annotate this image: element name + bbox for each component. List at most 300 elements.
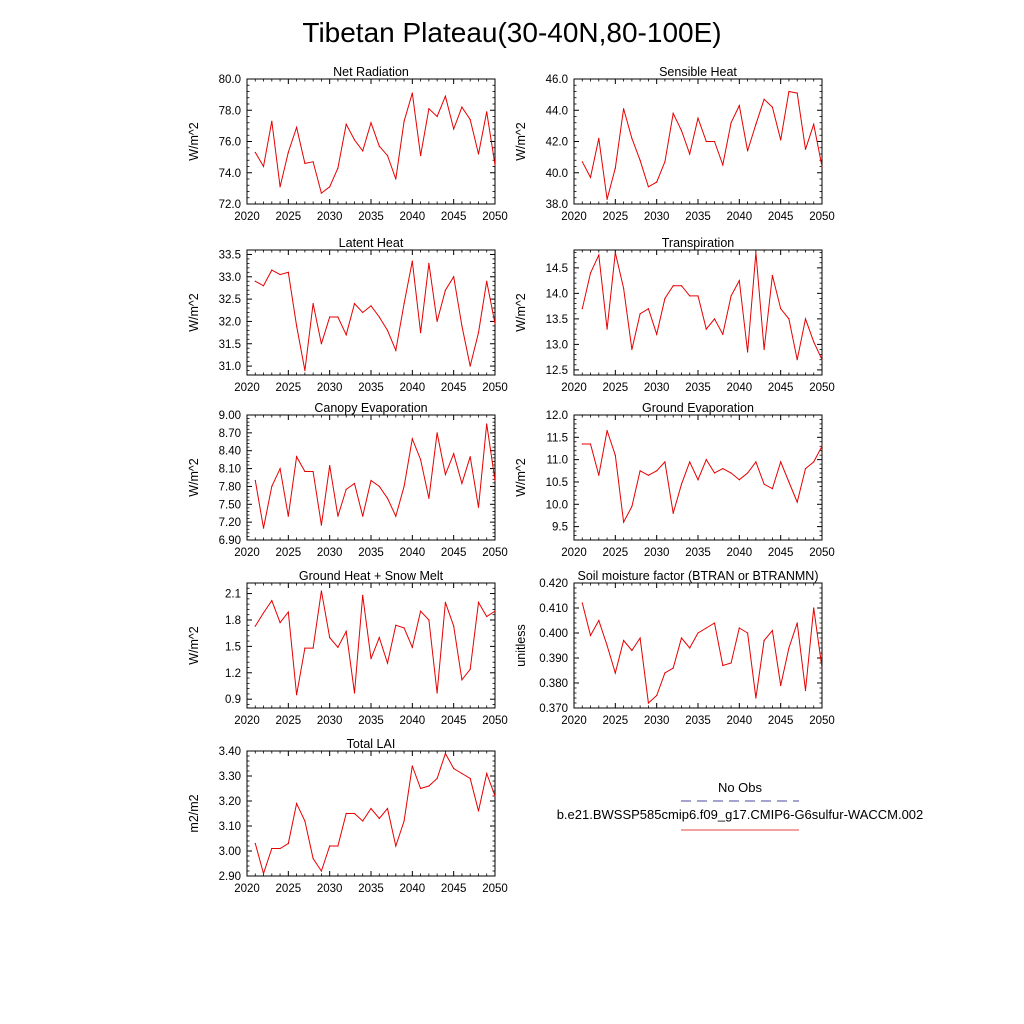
data-point xyxy=(772,107,773,108)
y-tick-label: 42.0 xyxy=(545,136,568,149)
data-point xyxy=(387,808,388,809)
data-point xyxy=(420,611,421,612)
data-point xyxy=(313,161,314,162)
x-tick-label: 2025 xyxy=(275,547,302,559)
x-tick-label: 2020 xyxy=(234,547,260,559)
data-point xyxy=(582,161,583,162)
y-tick-label: 8.10 xyxy=(218,463,241,476)
data-point xyxy=(370,658,371,659)
data-point xyxy=(263,527,264,528)
data-point xyxy=(255,281,256,282)
data-point xyxy=(590,177,591,178)
data-point xyxy=(279,186,280,187)
data-point xyxy=(640,637,641,638)
data-point xyxy=(387,498,388,499)
data-point xyxy=(722,468,723,469)
data-point xyxy=(615,167,616,168)
data-point xyxy=(354,139,355,140)
data-point xyxy=(755,252,756,253)
data-point xyxy=(673,513,674,514)
data-point xyxy=(288,611,289,612)
data-point xyxy=(805,468,806,469)
series-line-total-lai xyxy=(255,754,495,874)
data-point xyxy=(379,146,380,147)
x-tick-label: 2020 xyxy=(561,382,587,394)
y-tick-label: 33.5 xyxy=(218,249,241,262)
data-point xyxy=(337,845,338,846)
data-point xyxy=(255,152,256,153)
x-tick-label: 2040 xyxy=(399,547,426,559)
data-point xyxy=(420,459,421,460)
data-point xyxy=(606,328,607,329)
data-point xyxy=(470,365,471,366)
y-tick-label: 8.70 xyxy=(218,427,241,440)
legend-obs-label: No Obs xyxy=(717,780,763,795)
data-point xyxy=(453,276,454,277)
data-point xyxy=(304,648,305,649)
y-tick-label: 31.0 xyxy=(218,361,241,374)
data-point xyxy=(370,122,371,123)
data-point xyxy=(437,432,438,433)
data-point xyxy=(689,153,690,154)
x-tick-label: 2045 xyxy=(440,883,467,895)
data-point xyxy=(640,313,641,314)
data-point xyxy=(370,305,371,306)
panel-frame xyxy=(247,583,495,708)
data-point xyxy=(821,446,822,447)
x-tick-label: 2045 xyxy=(440,547,467,559)
x-tick-label: 2025 xyxy=(602,715,629,727)
y-tick-label: 3.00 xyxy=(218,846,241,858)
data-point xyxy=(470,456,471,457)
y-tick-label: 72.0 xyxy=(218,199,241,211)
x-tick-label: 2030 xyxy=(643,382,670,394)
data-point xyxy=(689,295,690,296)
y-axis-label: unitless xyxy=(514,624,528,667)
data-point xyxy=(730,122,731,123)
x-tick-label: 2030 xyxy=(316,382,343,394)
data-point xyxy=(379,818,380,819)
data-point xyxy=(755,124,756,125)
data-point xyxy=(263,166,264,167)
panel-transpiration xyxy=(514,236,835,394)
data-point xyxy=(403,820,404,821)
panel-canopy-evaporation xyxy=(187,401,508,559)
x-tick-label: 2025 xyxy=(275,715,302,727)
data-point xyxy=(805,318,806,319)
data-point xyxy=(606,199,607,200)
x-tick-label: 2025 xyxy=(602,382,629,394)
data-point xyxy=(279,622,280,623)
data-point xyxy=(788,91,789,92)
x-tick-label: 2045 xyxy=(767,715,794,727)
data-point xyxy=(461,483,462,484)
y-axis-label: W/m^2 xyxy=(514,458,528,497)
data-point xyxy=(631,650,632,651)
x-tick-label: 2035 xyxy=(685,211,711,223)
y-tick-label: 40.0 xyxy=(545,167,568,180)
y-tick-label: 7.80 xyxy=(218,481,241,494)
y-tick-label: 0.390 xyxy=(539,653,568,665)
x-tick-label: 2045 xyxy=(767,382,794,394)
x-tick-label: 2035 xyxy=(358,547,384,559)
y-tick-label: 3.40 xyxy=(218,746,241,758)
data-point xyxy=(805,149,806,150)
panel-title: Net Radiation xyxy=(333,65,409,79)
data-point xyxy=(321,590,322,591)
data-point xyxy=(296,803,297,804)
data-point xyxy=(797,92,798,93)
figure-title: Tibetan Plateau(30-40N,80-100E) xyxy=(302,17,722,48)
data-point xyxy=(730,295,731,296)
data-point xyxy=(788,481,789,482)
data-point xyxy=(403,121,404,122)
data-point xyxy=(615,672,616,673)
x-tick-label: 2020 xyxy=(561,715,587,727)
data-point xyxy=(354,813,355,814)
data-point xyxy=(395,516,396,517)
data-point xyxy=(772,630,773,631)
data-point xyxy=(321,192,322,193)
data-point xyxy=(445,602,446,603)
x-tick-label: 2050 xyxy=(482,547,508,559)
data-point xyxy=(403,627,404,628)
data-point xyxy=(263,285,264,286)
data-point xyxy=(486,423,487,424)
data-point xyxy=(321,870,322,871)
data-point xyxy=(470,669,471,670)
x-tick-label: 2035 xyxy=(358,211,384,223)
y-axis-label: m2/m2 xyxy=(187,794,201,833)
data-point xyxy=(461,107,462,108)
data-point xyxy=(486,111,487,112)
x-tick-label: 2035 xyxy=(358,883,384,895)
x-tick-label: 2045 xyxy=(440,211,467,223)
data-point xyxy=(755,697,756,698)
data-point xyxy=(739,105,740,106)
data-point xyxy=(279,274,280,275)
y-tick-label: 3.10 xyxy=(218,821,241,833)
data-point xyxy=(797,359,798,360)
data-point xyxy=(453,453,454,454)
data-point xyxy=(788,647,789,648)
x-tick-label: 2050 xyxy=(482,382,508,394)
data-point xyxy=(379,637,380,638)
data-point xyxy=(606,430,607,431)
data-point xyxy=(313,648,314,649)
data-point xyxy=(706,141,707,142)
data-point xyxy=(797,501,798,502)
x-tick-label: 2040 xyxy=(399,382,426,394)
data-point xyxy=(730,472,731,473)
data-point xyxy=(664,672,665,673)
x-tick-label: 2040 xyxy=(726,382,753,394)
y-tick-label: 44.0 xyxy=(545,105,568,118)
data-point xyxy=(780,461,781,462)
y-tick-label: 76.0 xyxy=(218,136,241,149)
data-point xyxy=(797,622,798,623)
data-point xyxy=(656,470,657,471)
x-tick-label: 2035 xyxy=(358,382,384,394)
x-tick-label: 2025 xyxy=(602,547,629,559)
data-point xyxy=(428,263,429,264)
data-point xyxy=(437,116,438,117)
x-tick-label: 2030 xyxy=(643,715,670,727)
data-point xyxy=(296,456,297,457)
data-point xyxy=(623,108,624,109)
data-point xyxy=(697,479,698,480)
data-point xyxy=(445,290,446,291)
data-point xyxy=(313,303,314,304)
legend-model-label: b.e21.BWSSP585cmip6.f09_g17.CMIP6-G6sulfur-WACCM.002 xyxy=(556,807,924,822)
panel-frame xyxy=(574,415,822,540)
data-point xyxy=(780,685,781,686)
data-point xyxy=(420,332,421,333)
data-point xyxy=(271,269,272,270)
data-point xyxy=(590,635,591,636)
data-point xyxy=(453,768,454,769)
data-point xyxy=(263,612,264,613)
data-point xyxy=(664,461,665,462)
data-point xyxy=(780,308,781,309)
data-point xyxy=(255,843,256,844)
data-point xyxy=(362,595,363,596)
y-tick-label: 12.0 xyxy=(545,410,568,422)
data-point xyxy=(598,475,599,476)
panel-title: Ground Evaporation xyxy=(642,401,754,415)
x-tick-label: 2030 xyxy=(316,715,343,727)
data-point xyxy=(387,330,388,331)
data-point xyxy=(730,662,731,663)
x-tick-label: 2035 xyxy=(685,547,711,559)
data-point xyxy=(598,255,599,256)
data-point xyxy=(689,647,690,648)
data-point xyxy=(681,637,682,638)
data-point xyxy=(362,150,363,151)
x-tick-label: 2045 xyxy=(767,211,794,223)
data-point xyxy=(279,848,280,849)
data-point xyxy=(772,488,773,489)
data-point xyxy=(313,471,314,472)
data-point xyxy=(321,343,322,344)
data-point xyxy=(346,631,347,632)
legend xyxy=(557,780,924,830)
data-point xyxy=(271,848,272,849)
data-point xyxy=(681,484,682,485)
x-tick-label: 2050 xyxy=(482,883,508,895)
data-point xyxy=(453,128,454,129)
panel-title: Canopy Evaporation xyxy=(314,401,428,415)
y-tick-label: 3.30 xyxy=(218,771,241,783)
y-tick-label: 0.370 xyxy=(539,703,568,715)
x-tick-label: 2045 xyxy=(440,715,467,727)
data-point xyxy=(673,667,674,668)
y-tick-label: 14.5 xyxy=(545,262,568,275)
x-tick-label: 2035 xyxy=(685,715,711,727)
y-tick-label: 12.5 xyxy=(545,364,568,377)
data-point xyxy=(722,665,723,666)
data-point xyxy=(764,640,765,641)
data-point xyxy=(478,602,479,603)
data-point xyxy=(470,778,471,779)
data-point xyxy=(296,325,297,326)
series-line-canopy-evaporation xyxy=(255,424,495,528)
data-point xyxy=(478,507,479,508)
y-axis-label: W/m^2 xyxy=(187,626,201,665)
y-tick-label: 9.5 xyxy=(552,521,568,534)
x-tick-label: 2035 xyxy=(358,715,384,727)
series-line-ground-heat-snow-melt xyxy=(255,591,495,695)
panel-frame xyxy=(247,250,495,375)
data-point xyxy=(486,281,487,282)
panel-net-radiation xyxy=(187,65,508,223)
data-point xyxy=(412,647,413,648)
data-point xyxy=(412,261,413,262)
data-point xyxy=(494,795,495,796)
x-tick-label: 2040 xyxy=(399,211,426,223)
data-point xyxy=(288,516,289,517)
series-line-soil-moisture-factor-btran-or-btranmn xyxy=(582,603,822,703)
data-point xyxy=(346,489,347,490)
panel-sensible-heat xyxy=(514,65,835,223)
data-point xyxy=(656,182,657,183)
series-line-transpiration xyxy=(582,253,822,360)
data-point xyxy=(739,627,740,628)
data-point xyxy=(403,486,404,487)
data-point xyxy=(486,773,487,774)
data-point xyxy=(788,318,789,319)
data-point xyxy=(288,152,289,153)
y-tick-label: 10.5 xyxy=(545,476,568,489)
data-point xyxy=(346,334,347,335)
series-line-latent-heat xyxy=(255,261,495,370)
data-point xyxy=(304,820,305,821)
data-point xyxy=(420,155,421,156)
y-tick-label: 3.20 xyxy=(218,796,241,808)
data-point xyxy=(329,186,330,187)
data-point xyxy=(681,130,682,131)
data-point xyxy=(313,858,314,859)
data-point xyxy=(337,647,338,648)
data-point xyxy=(337,516,338,517)
panel-ground-evaporation xyxy=(514,401,835,559)
y-axis-label: W/m^2 xyxy=(187,458,201,497)
panel-title: Sensible Heat xyxy=(659,65,737,79)
y-tick-label: 1.2 xyxy=(225,667,241,680)
data-point xyxy=(362,516,363,517)
data-point xyxy=(337,316,338,317)
panel-grid xyxy=(187,65,835,895)
data-point xyxy=(813,607,814,608)
data-point xyxy=(288,272,289,273)
data-point xyxy=(714,472,715,473)
data-point xyxy=(813,124,814,125)
data-point xyxy=(428,108,429,109)
data-point xyxy=(263,873,264,874)
data-point xyxy=(706,627,707,628)
data-point xyxy=(673,113,674,114)
panel-title: Latent Heat xyxy=(338,236,404,250)
data-point xyxy=(453,626,454,627)
x-tick-label: 2050 xyxy=(809,211,835,223)
data-point xyxy=(445,474,446,475)
data-point xyxy=(288,843,289,844)
data-point xyxy=(445,753,446,754)
data-point xyxy=(813,341,814,342)
data-point xyxy=(582,308,583,309)
y-tick-label: 78.0 xyxy=(218,105,241,118)
panel-frame xyxy=(247,79,495,204)
data-point xyxy=(821,667,822,668)
data-point xyxy=(590,272,591,273)
panel-latent-heat xyxy=(187,236,508,394)
data-point xyxy=(379,486,380,487)
y-tick-label: 74.0 xyxy=(218,167,241,180)
data-point xyxy=(747,632,748,633)
data-point xyxy=(494,611,495,612)
x-tick-label: 2040 xyxy=(726,547,753,559)
y-tick-label: 13.0 xyxy=(545,339,568,352)
data-point xyxy=(370,480,371,481)
y-tick-label: 0.420 xyxy=(539,578,568,590)
data-point xyxy=(598,138,599,139)
y-tick-label: 46.0 xyxy=(545,74,568,86)
data-point xyxy=(403,303,404,304)
data-point xyxy=(755,461,756,462)
data-point xyxy=(722,334,723,335)
data-point xyxy=(623,288,624,289)
series-line-net-radiation xyxy=(255,93,495,193)
data-point xyxy=(582,602,583,603)
data-point xyxy=(445,96,446,97)
data-point xyxy=(470,119,471,120)
data-point xyxy=(329,845,330,846)
data-point xyxy=(478,810,479,811)
x-tick-label: 2050 xyxy=(482,715,508,727)
data-point xyxy=(478,332,479,333)
x-tick-label: 2030 xyxy=(643,211,670,223)
data-point xyxy=(714,318,715,319)
y-tick-label: 1.5 xyxy=(225,641,241,654)
data-point xyxy=(764,349,765,350)
data-point xyxy=(764,99,765,100)
data-point xyxy=(615,252,616,253)
data-point xyxy=(461,325,462,326)
data-point xyxy=(722,164,723,165)
x-tick-label: 2040 xyxy=(399,715,426,727)
data-point xyxy=(395,625,396,626)
x-tick-label: 2025 xyxy=(602,211,629,223)
data-point xyxy=(271,121,272,122)
data-point xyxy=(623,522,624,523)
data-point xyxy=(354,303,355,304)
data-point xyxy=(697,295,698,296)
data-point xyxy=(494,323,495,324)
x-tick-label: 2040 xyxy=(726,715,753,727)
data-point xyxy=(606,645,607,646)
data-point xyxy=(706,328,707,329)
data-point xyxy=(648,308,649,309)
data-point xyxy=(664,298,665,299)
data-point xyxy=(329,465,330,466)
data-point xyxy=(664,161,665,162)
data-point xyxy=(329,316,330,317)
data-point xyxy=(304,370,305,371)
data-point xyxy=(714,141,715,142)
data-point xyxy=(764,484,765,485)
x-tick-label: 2050 xyxy=(809,382,835,394)
x-tick-label: 2030 xyxy=(316,211,343,223)
